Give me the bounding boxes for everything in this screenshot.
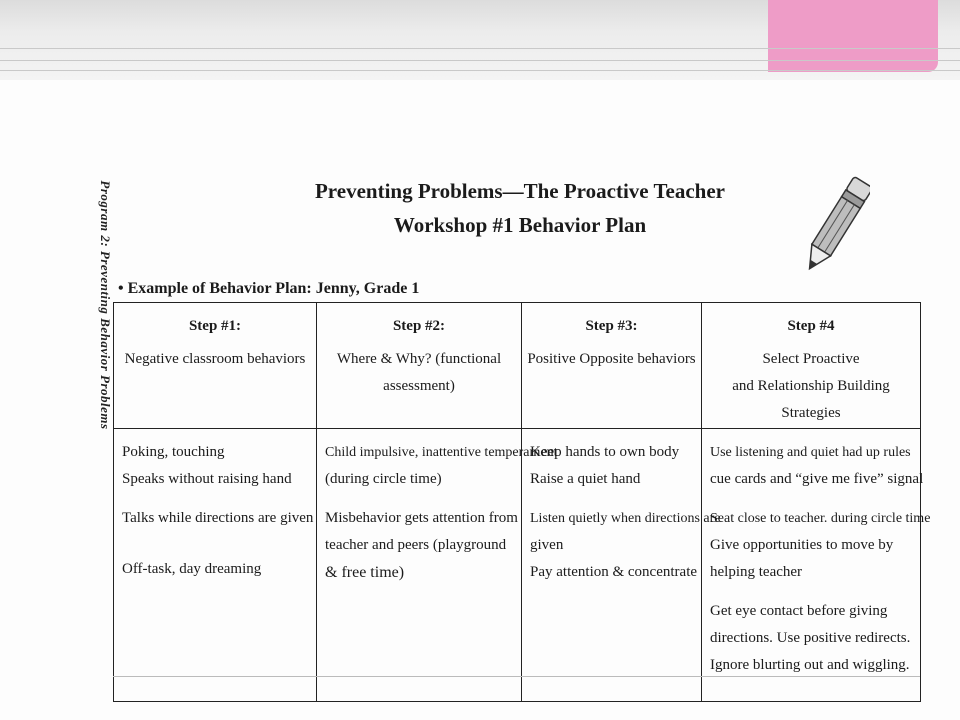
cell-line: Child impulsive, inattentive temperament: [325, 445, 558, 460]
cell-line: Seat close to teacher. during circle time: [710, 511, 931, 526]
cell-line: Use listening and quiet had up rules: [710, 445, 911, 460]
header-step-1: [114, 303, 317, 429]
cell-proactive-strategies: [702, 429, 931, 702]
step-label: Select Proactive: [762, 351, 860, 367]
step-label: Where & Why? (functional assessment): [336, 351, 502, 394]
step-label: Positive Opposite behaviors: [527, 351, 696, 367]
cell-line: Listen quietly when directions are: [530, 511, 721, 526]
step-label-cont: and Relationship Building Strategies: [732, 378, 890, 421]
page-bottom-rule: [113, 676, 920, 677]
cell-line: Misbehavior gets attention from: [325, 510, 518, 526]
cell-line: teacher and peers (playground: [325, 537, 507, 553]
cell-line: directions. Use positive redirects.: [710, 630, 911, 646]
cell-line: Off-task, day dreaming: [122, 561, 262, 577]
step-title: Step #1:: [188, 318, 242, 334]
cell-line: Raise a quiet hand: [530, 471, 641, 487]
cell-line: Give opportunities to move by: [710, 537, 894, 553]
table-row: [114, 429, 921, 702]
page-subtitle: Workshop #1 Behavior Plan: [393, 213, 647, 237]
pink-sticky-tab: [768, 0, 938, 72]
side-running-head: Program 2: Preventing Behavior Problems: [98, 180, 113, 430]
header-step-2: [317, 303, 522, 429]
cell-line: (during circle time): [325, 471, 442, 487]
cell-line: Talks while directions are given: [122, 510, 314, 526]
cell-line: & free time): [325, 564, 405, 581]
step-label: Negative classroom behaviors: [124, 351, 306, 367]
step-title: Step #2:: [392, 318, 446, 334]
step-title: Step #4: [787, 318, 835, 334]
behavior-plan-table: [113, 302, 931, 702]
header-step-4: [702, 303, 921, 429]
cell-line: Poking, touching: [122, 444, 225, 460]
page-edge: [0, 48, 960, 49]
cell-line: Get eye contact before giving: [710, 603, 888, 619]
header-step-3: [522, 303, 702, 429]
page-edge: [0, 60, 960, 61]
cell-line: Speaks without raising hand: [122, 471, 292, 487]
cell-line: Pay attention & concentrate: [530, 564, 698, 580]
page-title: Preventing Problems—The Proactive Teacher: [314, 179, 726, 203]
cell-line: given: [530, 537, 564, 553]
cell-line: cue cards and “give me five” signal: [710, 471, 924, 487]
pencil-icon: [800, 172, 870, 284]
step-title: Step #3:: [585, 318, 638, 334]
page-edge: [0, 70, 960, 71]
cell-negative-behaviors: [114, 429, 317, 702]
cell-positive-behaviors: [522, 429, 721, 702]
table-header-row: [114, 303, 921, 429]
cell-line: helping teacher: [710, 564, 803, 580]
cell-line: Keep hands to own body: [530, 444, 680, 460]
cell-line: Ignore blurting out and wiggling.: [710, 657, 910, 673]
example-heading: • Example of Behavior Plan: Jenny, Grade 1: [118, 280, 420, 297]
